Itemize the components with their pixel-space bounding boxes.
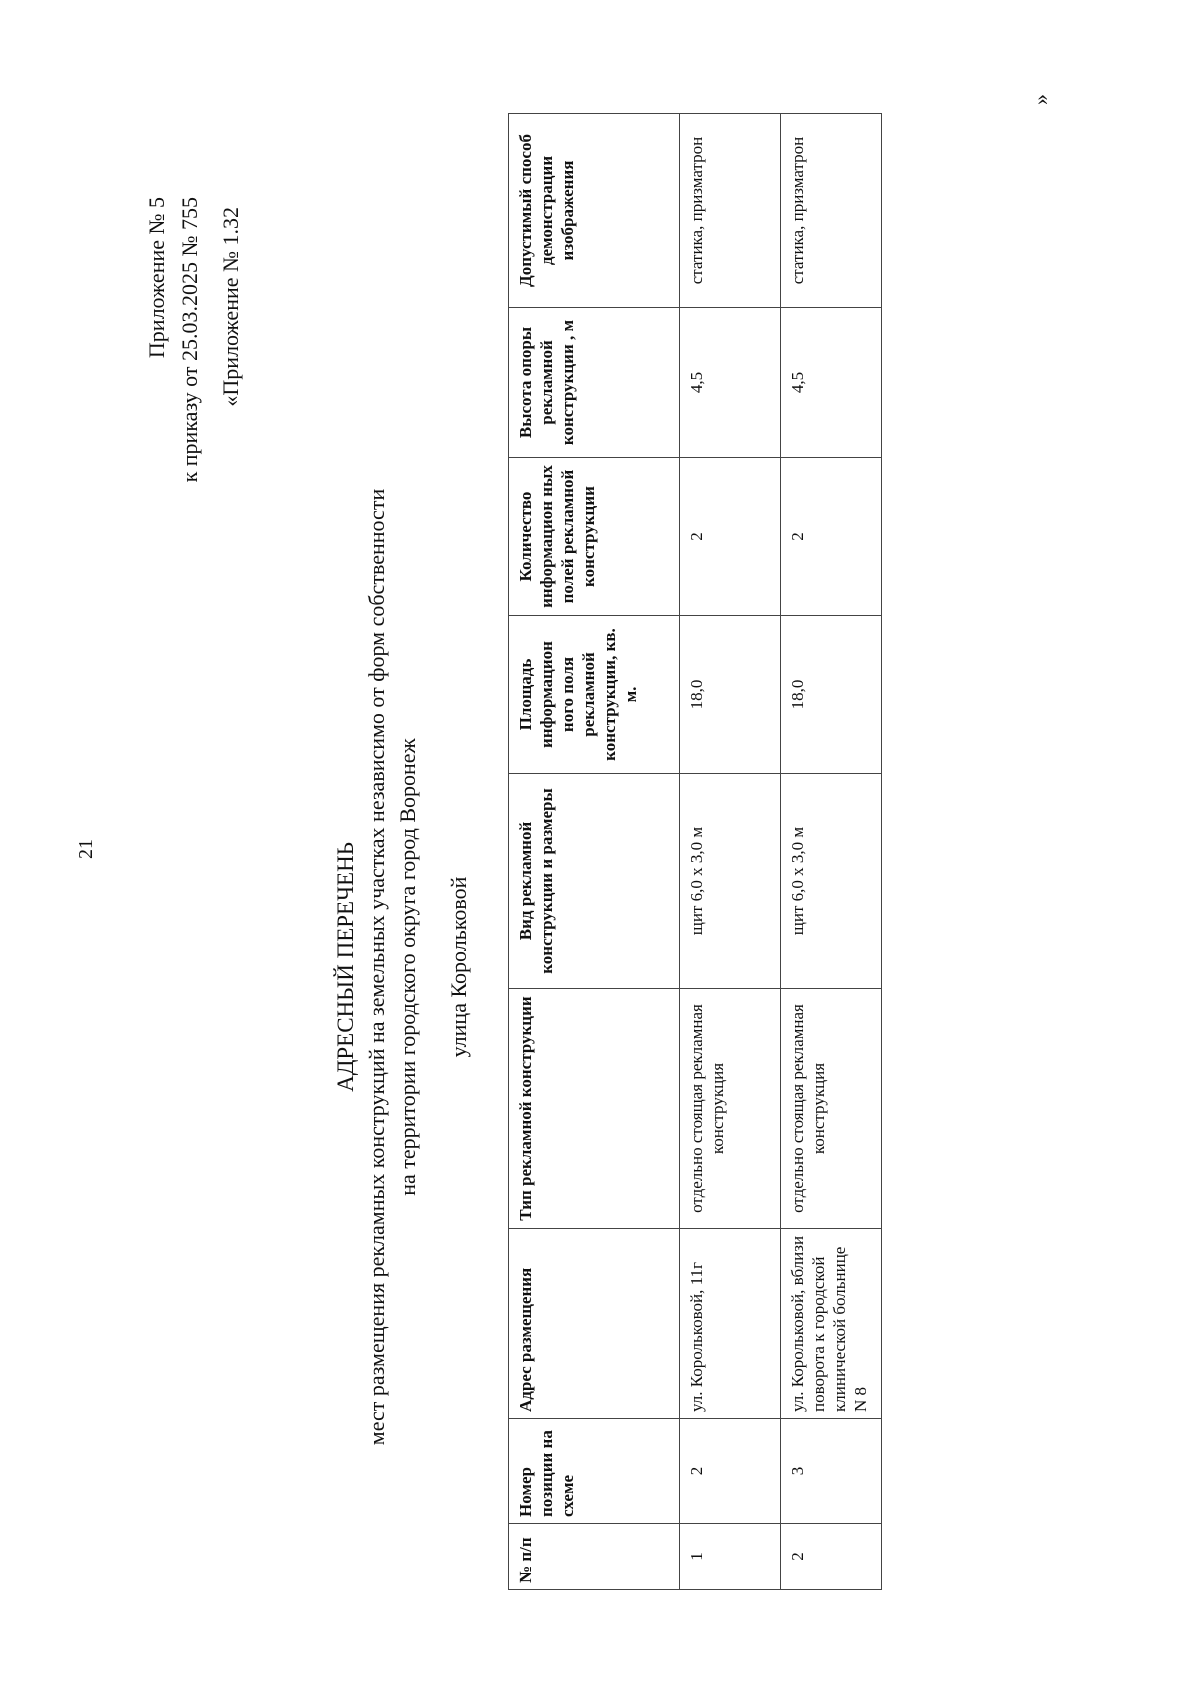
table-row: [680, 114, 781, 1590]
appendix-line-2: к приказу от 25.03.2025 № 755: [177, 197, 202, 483]
cell-construction-type: отдельно стоящая рекламная конструкция: [680, 989, 781, 1229]
cell-number: 1: [680, 1524, 781, 1590]
cell-field-count: 2: [680, 458, 781, 616]
table-row: [781, 114, 882, 1590]
street-name: улица Корольковой: [446, 876, 471, 1058]
col-header-construction-type: Тип рекламной конструкции: [509, 989, 680, 1229]
cell-field-count: 2: [781, 458, 882, 616]
cell-scheme-position: 3: [781, 1419, 882, 1524]
cell-address: ул. Корольковой, 11г: [680, 1229, 781, 1419]
closing-quote: »: [1028, 94, 1053, 105]
cell-construction-kind: щит 6,0 х 3,0 м: [680, 774, 781, 989]
cell-construction-type: отдельно стоящая рекламная конструкция: [781, 989, 882, 1229]
col-header-field-count: Количество информацион ных полей рекламной конструкции: [509, 458, 680, 616]
cell-support-height: 4,5: [781, 308, 882, 458]
col-header-address: Адрес размещения: [509, 1229, 680, 1419]
title-heading: АДРЕСНЫЙ ПЕРЕЧЕНЬ: [333, 842, 358, 1092]
cell-scheme-position: 2: [680, 1419, 781, 1524]
cell-display-method: статика, призматрон: [781, 114, 882, 308]
cell-field-area: 18,0: [680, 616, 781, 774]
appendix-line-3: «Приложение № 1.32: [218, 207, 243, 407]
cell-address: ул. Корольковой, вблизи поворота к городской клинической больнице N 8: [781, 1229, 882, 1419]
table-header-row: [509, 114, 680, 1590]
cell-number: 2: [781, 1524, 882, 1590]
appendix-line-1: Приложение № 5: [144, 197, 169, 359]
document-title: [330, 387, 474, 1547]
address-table: [508, 113, 882, 1590]
cell-construction-kind: щит 6,0 х 3,0 м: [781, 774, 882, 989]
appendix-header: [140, 197, 247, 1697]
col-header-scheme-position: Номер позиции на схеме: [509, 1419, 680, 1524]
col-header-field-area: Площадь информацион ного поля рекламной конструкции, кв. м.: [509, 616, 680, 774]
cell-display-method: статика, призматрон: [680, 114, 781, 308]
col-header-construction-kind: Вид рекламной конструкции и размеры: [509, 774, 680, 989]
cell-field-area: 18,0: [781, 616, 882, 774]
page-number: 21: [75, 839, 97, 859]
col-header-display-method: Допустимый способ демонстрации изображения: [509, 114, 680, 308]
cell-support-height: 4,5: [680, 308, 781, 458]
col-header-number: № п/п: [509, 1524, 680, 1590]
title-subtitle-line-1: мест размещения рекламных конструкций на земельных участках независимо от форм собственности: [364, 488, 389, 1446]
col-header-support-height: Высота опоры рекламной конструкции , м: [509, 308, 680, 458]
title-subtitle-line-2: на территории городского округа город Воронеж: [395, 738, 420, 1196]
